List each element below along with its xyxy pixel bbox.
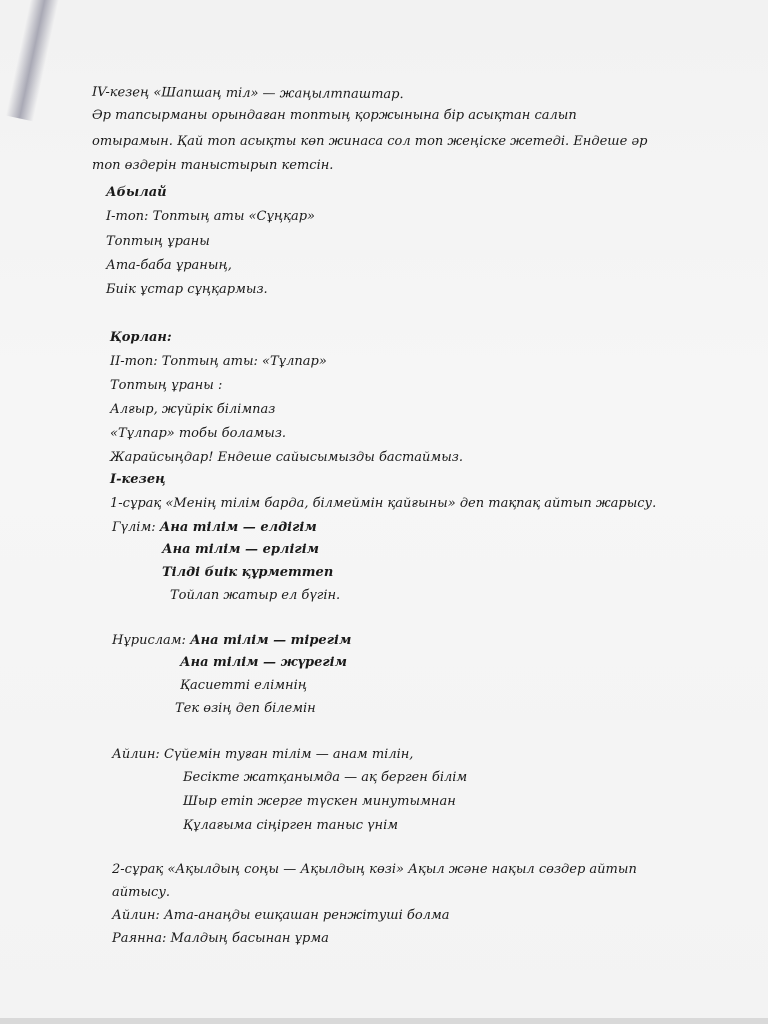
poem-line: Ана тілім — ерлігім	[162, 542, 319, 557]
speaker-name: Абылай	[106, 185, 167, 200]
text-line: Раянна: Малдың басынан ұрма	[112, 931, 329, 946]
text-line	[112, 633, 351, 649]
question-1: 1-сұрақ «Менің тілім барда, білмеймін қайғыны» деп тақпақ айтып жарысу.	[110, 496, 657, 511]
text-line: Алғыр, жүйрік білімпаз	[110, 402, 276, 417]
speaker-name: Қорлан:	[110, 330, 172, 345]
text-line: Ата-баба ұраның,	[106, 258, 232, 273]
speaker-label: Нұрислам:	[112, 633, 191, 648]
poem-line: Тойлап жатыр ел бүгін.	[170, 588, 341, 603]
stage-4-title: IV-кезең «Шапшаң тіл» — жаңылтпаштар.	[91, 84, 404, 103]
paper-bottom-edge	[0, 1018, 768, 1024]
team-2-name: II-топ: Топтың аты: «Тұлпар»	[110, 354, 327, 369]
text-line: Айлин: Ата-анаңды ешқашан ренжітуші болма	[112, 908, 450, 923]
poem-line: Тілді биік құрметтеп	[162, 565, 334, 580]
speaker-label: Гүлім:	[112, 520, 160, 535]
question-2: 2-сұрақ «Ақылдың соңы — Ақылдың көзі» Ақыл және нақыл сөздер айтып	[112, 862, 637, 877]
text-line: Топтың ұраны :	[110, 378, 223, 393]
text-line: Жарайсыңдар! Ендеше сайысымызды бастаймыз.	[110, 450, 464, 465]
poem-line: Шыр етіп жерге түскен минутымнан	[183, 794, 456, 809]
poem-line: Құлағыма сіңірген таныс үнім	[183, 818, 399, 833]
poem-line: Тек өзің деп білемін	[175, 701, 316, 716]
poem-line: Ана тілім — жүрегім	[180, 655, 347, 670]
poem-line: Қасиетті елімнің	[180, 678, 307, 693]
text-line: «Тұлпар» тобы боламыз.	[110, 426, 287, 441]
text-line: Әр тапсырманы орындаған топтың қоржынына бір асықтан салып	[92, 108, 577, 123]
text-line: Биік ұстар сұңқармыз.	[106, 282, 268, 297]
text-line: отырамын. Қай топ асықты көп жинаса сол топ жеңіске жетеді. Ендеше әр	[92, 134, 648, 149]
poem-line: Айлин: Сүйемін туған тілім — анам тілін,	[112, 747, 414, 762]
text-line: айтысу.	[112, 885, 170, 900]
team-1-name: I-топ: Топтың аты «Сұңқар»	[106, 209, 316, 224]
text-line	[112, 520, 317, 536]
poem-line: Ана тілім — тірегім	[190, 633, 352, 648]
text-line: Топтың ұраны	[106, 234, 210, 249]
text-line: топ өздерін таныстырып кетсін.	[92, 158, 334, 173]
poem-line: Ана тілім — елдігім	[159, 520, 317, 535]
poem-line: Бесікте жатқанымда — ақ берген білім	[183, 770, 468, 785]
stage-1-title: I-кезең	[110, 472, 166, 487]
